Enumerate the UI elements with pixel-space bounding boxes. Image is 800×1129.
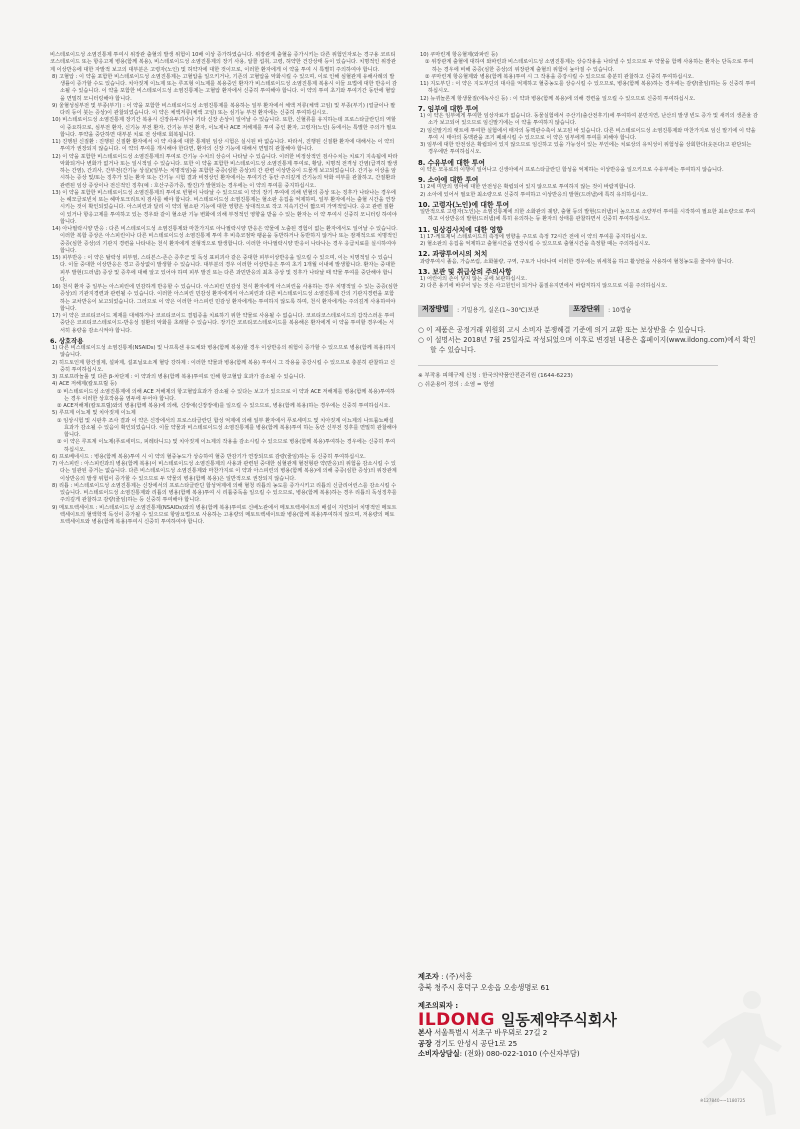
section-11-title: 11. 임상검사치에 대한 영향	[418, 225, 503, 234]
footnote-item: ※ 부작용 피해구제 신청 : 한국의약품안전관리원 (1644-6223)	[418, 372, 573, 379]
interaction-subitem: ② 이 약은 루프계 이뇨제(푸로세미드, 피레타니드) 및 치아짓계 이뇨제의 작용을 감소시킬 수 있으므로 병용(함께 복용)투여하는 경우에는 신중히 투여하십시오.	[57, 439, 396, 453]
section-10-title: 10. 고령자(노인)에 대한 투여	[418, 200, 510, 209]
section-9-item: 2) 소아에 있어서 필요한 최소량으로 신중히 투여하고 이상반응의 발현(드러냄)에 특히 유의하십시오.	[420, 191, 648, 198]
maker-value: : (주)서흥	[441, 972, 473, 981]
precaution-10-renal: 10) 비스테로이드성 소염진통제 장기간 복용시 신장유두괴사나 기타 신장 손상이 일어날 수 있습니다. 또한, 신혈류를 유지하는데 프로스타글란딘의 역할이 중요하므로, 심부전 환자, 신기능 부전 환자, 간기능 부전 환자, 이뇨제나 ACE 저해제를 투여 중인 환자, 고령자(노인) 등에서는 특별한 주의가 필요합니다. 투약을 중단하면 대부분 치료 전 상태로 회복됩니다.	[52, 117, 397, 138]
package-unit-label: 포장단위	[569, 305, 604, 317]
section-13-item: 1) 어린이의 손이 닿지 않는 곳에 보관하십시오.	[420, 276, 528, 282]
interaction-item: 8) 리튬 : 비스테로이드성 소염진통제는 신장에서의 프로스타글란딘 합성억제에 의해 혈청 리튬의 농도를 증가시키고 리튬의 신클리어런스를 감소시킬 수 있습니다. 비스테로이드성 소염진통제와 리튬의 병용(함께 복용)투여 시 리튬중독을 일으킬 수 있으므로, 병용(함께 복용)하는 경우 리튬의 독성징후를 주의깊게 관찰하고 감량(줄임)하는 등 신중히 투여해야 합니다.	[52, 482, 397, 504]
consumer-value: : (전화) 080-022-1010 (수신자부담)	[459, 1049, 580, 1058]
interaction-item: 6) 프로베네시드 : 병용(함께 복용)투여 시 이 약의 혈중농도가 상승하여 혈중 반감기가 연장되므로 감량(줄임)하는 등 신중히 투여하십시오.	[52, 453, 366, 460]
storage-value: : 기밀용기, 실온(1~30℃)보관	[457, 306, 540, 314]
factory-label: 공장	[418, 1038, 432, 1048]
interaction-item: 9) 메토트렉세이트 : 비스테로이드성 소염진통제(NSAIDs)와의 병용(함께 복용)투여로 신배노관에서 메토트렉세이트의 배설이 지연되어 치명적인 메토트렉세이트의 혈액학적 독성이 증가될 수 있으므로 항암요법으로 사용하는 고용량의 메토트렉세이트와 병용(함께 복용)투여하지 않으며, 저용량의 메토트렉세이트와 병용(함께 복용)투여시 신중히 투여하여야 합니다.	[52, 504, 397, 525]
manufacturer-block	[418, 972, 617, 1060]
footnotes	[418, 372, 758, 390]
interaction-item: 4) ACE 저해제(칼토프릴 등)	[52, 381, 117, 388]
section-10-item: 일반적으로 고령자(노인)는 소염진통제에 의한 소화관의 궤양, 출혈 등의 발현(드러냄)이 높으므로 소량부터 투여를 시작하여 필요한 최소량으로 투여하고 이상반응의 발현(드러냄)에 특히 유의하는 등 환자의 상태를 관찰하면서 신중히 투여하십시오.	[420, 209, 756, 223]
section-9-item: 1) 2세 미만의 영아에 대한 안전성은 확립되어 있지 않으므로 투여하지 않는 것이 바람직합니다.	[420, 184, 636, 191]
section-7-item: 3) 임부에 대한 안전성은 확립되어 있지 않으므로 임신하고 있을 가능성이 있는 부인에는 치료상의 유익성이 위험성을 상회한다(웃돈다)고 판단되는 경우에만 투여하십시오.	[420, 142, 752, 156]
left-column	[50, 52, 398, 526]
precaution-9-heart-failure: 9) 울혈성심부전 및 부종(부기) : 이 약을 포함한 비스테로이드성 소염진통제를 복용하는 일부 환자에서 체액 저류(체액 고임) 및 부종(부기) (얼굴이나 팔다리 등이 붓는 증상)이 관찰되었습니다. 이 약은 체액저류(체액 고임) 또는 심기능 부전 환자에는 신중히 투여하십시오.	[52, 102, 396, 116]
section-7-item: 2) 임신말기의 랫트에 투여한 실험에서 태자의 동맥관수축이 보고된 바 있습니다. 다른 비스테로이드성 소염진통제와 마찬가지로 임신 말기에 이 약을 투여 시 태아의 동맥관을 조기 폐쇄시킬 수 있으므로 이 약은 임부에게 투여를 피해야 합니다.	[420, 127, 756, 141]
notice-item: ○ 이 제품은 공정거래 위원회 고시 소비자 분쟁해결 기준에 의거 교환 또는 보상받을 수 있습니다.	[418, 325, 706, 334]
interaction-item: 12) 뉴퀴놀론계 항생물질(에녹사신 등) : 이 약과 병용(함께 복용)에 의해 경련을 일으킬 수 있으므로 신중히 투여하십시오.	[420, 95, 696, 102]
precaution-15-skin: 15) 피부반응 : 이 약은 탈락성 피부염, 스티븐스-존슨 증후군 및 독성 표피괴사 같은 중대한 피부이상반응을 일으킬 수 있으며, 이는 치명적일 수 있습니다. 이들 중대한 이상반응은 경고 증상없이 발생할 수 있습니다. 대부분의 경우 이러한 이상반응은 투여 초기 1개월 이내에 발생합니다. 환자는 중대한 피부 발현(드러냄) 증상 및 증후에 대해 알고 있어야 하며 피부 발진 또는 다른 과민반응의 최초 증상 및 징후가 나타날 때 약물 투여를 중단해야 합니다.	[52, 255, 396, 283]
runner-silhouette-icon	[680, 984, 790, 1124]
section-7-item: 1) 이 약은 임부에게 투여한 임상자료가 없습니다. 동물실험에서 주산기(출산전후기)에 투여하여 분만지연, 난산의 발생 빈도 증가 및 새끼의 생존율 감소가 보고되어 있으므로 임신말기에는 이 약을 투여하지 않습니다.	[420, 113, 759, 127]
section-7-title: 7. 임부에 대한 투여	[418, 104, 479, 113]
interaction-item: 2) 히드토인계 항간질제, 설파제, 설포닐요소계 혈당 강하제 : 이러한 약물과 병용(함께 복용) 투여시 그 작용을 증강시킬 수 있으므로 충분히 관찰하고 신중히 투여하십시오.	[52, 359, 396, 373]
logo-korean: 일동제약주식회사	[500, 1010, 617, 1029]
interaction-subitem: ② 쿠마린계 항응혈제와 병용(함께 복용)투여 시 그 작용을 증강시킬 수 있으므로 충분히 관찰하고 신중히 투여하십시오.	[425, 73, 694, 80]
client-label: 제조의뢰자 :	[418, 1001, 459, 1010]
section-12-title: 12. 과량투여시의 처치	[418, 250, 488, 259]
notices	[418, 325, 758, 355]
left-intro-paragraph: 비스테로이드성 소염진통제 투여시 위장관 출혈의 발생 위험이 10배 이상 증가하였습니다. 위장관계 출혈을 증가시키는 다른 위험인자로는 경구용 코르티코스테로이드 또는 항응고제 병용(함께 복용), 비스테로이드성 소염진통제의 장기 사용, 알콜 섭취, 고령, 허약한 건강상태 등이 있습니다. 치명적인 위장관계 이상반응에 대한 자발적 보고의 대부분은 고령자(노인) 및 허약자에 대한 것이므로, 이러한 환자에게 이 약을 투여 시 특별히 주의하여야 합니다.	[50, 52, 397, 73]
section-13-title: 13. 보관 및 취급상의 주의사항	[418, 267, 512, 276]
hq-value: 서울특별시 서초구 바우뫼로 27길 2	[434, 1028, 548, 1037]
precaution-12-liver: 12) 이 약을 포함한 비스테로이드성 소염진통제의 투여로 간기능 수치의 상승이 나타날 수 있습니다. 이러한 비정상적인 검사수치는 치료기 지속됨에 따라 악화되거나 변화가 없거나 또는 일시적일 수 있습니다. 또한 이 약을 포함한 비스테로이드성 소염진통제 투여로, 황달, 치명적 전격성 간염(급격히 발생하는 간염), 간괴사, 간부전(간기능 상실)(일부는 치명적임)을 포함한 중증(심한 증상)의 간 관련 이상반응이 드물게 보고되었습니다. 간기능 이상을 암시하는 증상 및/또는 징후가 있는 환자 또는 간기능 시험 결과 비정상인 환자에서는 투여기간 동안 주의깊게 간기능의 악화 여부를 관찰하고, 간질환과 관련된 임상 증상이나 전신적인 징후(예 : 호산구증가증, 발진)가 발현되는 경우에는 이 약의 투여를 중지하십시오.	[52, 153, 398, 189]
interaction-subitem: ① 비스테로이드성 소염진통제에 의해 ACE 저해제의 항고혈압효과가 감소될 수 있다는 보고가 있으므로 이 약과 ACE 저해제를 병용(함께 복용)투여하는 경우 이러한 상호작용을 염두에 두어야 합니다.	[57, 388, 396, 402]
section-12-item: 과량투여시 졸음, 가슴쓰림, 소화불량, 구역, 구토가 나타나며 이러한 경우에는 위세척을 하고 활성탄을 사용하여 혈청농도를 줄여야 합니다.	[420, 258, 734, 265]
precaution-14-anaphylaxis: 14) 아나필락시양 반응 : 다른 비스테로이드성 소염진통제와 마찬가지로 아나필락시양 반응은 약물에 노출된 경험이 없는 환자에서도 일어날 수 있습니다. 이러한 복합 증상은 아스피린이나 다른 비스테로이드성 소염진통제 투여 후 비측코점막 팽윤을 동반하거나 동반하지 않거나 또는 잠재적으로 치명적인 중증(심한 증상)의 기관지 경련을 나타내는 천식 환자에게 전형적으로 발생합니다. 이러한 아나필락시양 반응이 나타나는 경우 응급치료를 실시하여야 합니다.	[52, 226, 398, 254]
ildong-logo	[418, 1009, 617, 1030]
interaction-subitem: ① 위장관계 출혈에 대하여 와파린과 비스테로이드성 소염진통제는 상승작용을 나타낼 수 있으므로 두 약물을 함께 사용하는 환자는 단독으로 투여하는 경우에 비해 중증(심한 증상)의 위장관계 출혈의 위험이 높아질 수 있습니다.	[425, 59, 754, 73]
section-9-title: 9. 소아에 대한 투여	[418, 176, 479, 184]
precaution-11-renal-disease: 11) 진행된 신질환 : 진행된 신질환 환자에서 이 약 사용에 대한 통제된 임상 시험은 실시된 바 없습니다. 따라서, 진행된 신질환 환자에 대해서는 이 약의 투여가 권장되지 않습니다. 이 약의 투여를 개시해야 한다면, 환자의 신장 기능에 대해서 면밀히 관찰해야 합니다.	[52, 139, 395, 153]
precaution-16-asthma: 16) 천식 환자 중 일부는 아스피린에 민감하게 반응할 수 있습니다. 아스피린 민감성 천식 환자에게 아스피린을 사용하는 경우 치명적일 수 있는 중증(심한 증상)의 기관지경련과 관련될 수 있습니다. 이러한 아스피린 민감성 환자에게서 아스피린과 다른 비스테로이드성 소염진통제 간의 기관지경련을 포함하는 교차반응이 보고되었습니다. 그러므로 이 약은 이러한 아스피린 민감성 환자에게는 투여하지 않도록 하며, 천식 환자에게는 주의깊게 사용하여야 합니다.	[52, 284, 398, 312]
interaction-item: 3) 프로프라놀롤 및 다른 β-차단제 : 이 약과의 병용(함께 복용)투여로 인해 항고혈압 효과가 감소될 수 있습니다.	[52, 374, 306, 380]
logo-english: ILDONG	[418, 1009, 495, 1030]
section-6-title: 6. 상호작용	[50, 337, 84, 345]
interaction-item: 7) 아스피린 : 아스피린과의 병용(함께 복용)이 비스테로이드성 소염진통제의 사용과 관련된 중대한 심혈관계 혈전형관 약(반응)의 위험을 감소시킬 수 있다는 일관된 증거는 없습니다. 다른 비스테로이드성 소염진통제와 마찬가지로 이 약과 아스피린의 병용(함께 복용)에 의해 중증(심한 증상)의 위장관계 이상반응의 발생 위험이 증가할 수 있으므로 두 약물의 병용(함께 복용)은 일반적으로 권장되지 않습니다.	[52, 461, 397, 482]
maker-address: 충북 청주시 흥덕구 오송읍 오송생명로 61	[418, 982, 550, 992]
divider	[418, 365, 718, 366]
interaction-subitem: ① 임상시험 및 시판후 조사 결과 이 약은 신장에서의 프로스타글란딘 합성 억제에 의해 일부 환자에서 푸로세미드 및 치아짓계 이뇨제의 나트륨뇨배설 효과가 감소될 수 있음이 확인되었습니다. 이들 약물과 비스테로이드성 소염진통제를 병용(함께 복용)투여 하는 동안 신부전 징후를 면밀히 관찰해야 합니다.	[57, 417, 397, 438]
footnote-item: ○ 쉬운용어 정의 : 소염 = 항염	[418, 381, 495, 388]
precaution-8-hypertension: 8) 고혈압 : 이 약을 포함한 비스테로이드성 소염진통제는 고혈압을 일으키거나, 기존의 고혈압을 악화시킬 수 있으며, 이로 인해 심혈관계 유해사례의 발생률이 증가할 수도 있습니다. 치아짓계 이뇨제 또는 루프형 이뇨제를 복용중인 환자가 비스테로이드성 소염진통제 복용시 이들 요법에 대한 반응이 감소될 수 있습니다. 이 약을 포함한 비스테로이드성 소염진통제는 고혈압 환자에서 신중히 투여해야 합니다. 이 약의 투여 초기와 투여기간 동안에 혈압을 면밀히 모니터링해야 합니다.	[52, 73, 398, 102]
storage-label: 저장방법	[418, 305, 453, 317]
interaction-item: 5) 루프계 이뇨제 및 치아짓계 이뇨제	[52, 410, 136, 417]
right-column	[418, 52, 758, 390]
precaution-13-anemia: 13) 이 약을 포함한 비스테로이드성 소염진통제의 투여로 빈혈이 나타날 수 있으므로 이 약의 장기 투여에 의해 빈혈의 증상 또는 징후가 나타나는 경우에는 헤모글로빈치 또는 헤마토크리트치 검사를 해야 합니다. 비스테로이드성 소염진통제는 혈소판 응집을 억제하며, 일부 환자에서는 출혈 시간을 연장시키는 것이 확인되었습니다. 아스피린과 달리 이 약의 혈소판 기능에 대한 영향은 상대적으로 작고 지속기간이 짧으며 가역적입니다. 응고 관련 질환이 있거나 항응고제를 투여하고 있는 경우와 같이 혈소판 기능 변화에 의해 부정적인 영향을 받을 수 있는 환자는 이 약 투여시 신중히 모니터링 하여야 합니다.	[52, 189, 397, 225]
section-11-item: 1) 17-케토제닉 스테로이드의 측정에 영향을 주므로 측정 72시간 전에 이 약의 투여를 중지하십시오.	[420, 233, 648, 240]
precaution-17-corticoid: 17) 이 약은 코르티코이드 제재를 대체하거나 코르티코이드 결핍증을 치료하기 위한 약물로 사용될 수 없습니다. 코르티코스테로이드의 갑작스러운 투여 중단은 코르티코스테로이드-반응성 질환의 악화를 초래할 수 있습니다. 장기간 코르티코스테로이드를 복용해온 환자에게 이 약을 투여할 경우에는 서서히 용량을 감소시켜야 합니다.	[52, 313, 395, 334]
section-13-item: 2) 다른 용기에 바꾸어 넣는 것은 사고원인이 되거나 품질유지면에서 바람직하지 않으므로 이를 주의하십시오.	[420, 283, 668, 290]
product-code: ※127840~~1180725	[700, 1098, 746, 1103]
section-11-item: 2) 혈소판의 응집을 억제하고 출혈시간을 연장시킬 수 있으므로 출혈시간을 측정할 때는 주의하십시오.	[420, 241, 651, 247]
notice-item: ○ 이 설명서는 2018년 7월 25일자로 작성되었으며 이후로 변경된 내용은 홈페이지(www.ildong.com)에서 확인할 수 있습니다.	[418, 335, 756, 354]
package-unit-value: : 10캡슐	[608, 306, 632, 314]
interaction-item: 11) 지도부딘 : 이 약은 지도부딘의 대사를 억제하고 혈중농도를 상승시킬 수 있으므로, 병용(함께 복용)하는 경우에는 감량(줄임)하는 등 신중히 투여하십시오.	[420, 81, 756, 95]
consumer-label: 소비자상담실	[418, 1049, 460, 1058]
interaction-subitem: ② ACE저해제(칼토프릴)와의 병용(함께 복용)에 의해, 신장애(신장장애)를 일으킬 수 있으므로, 병용(함께 복용)하는 경우에는 신중히 투여하십시오.	[57, 403, 391, 409]
storage-row	[418, 305, 758, 317]
section-8-title: 8. 수유부에 대한 투여	[418, 158, 485, 167]
section-8-item: 이 약은 모유로의 이행이 일어나고 신생아에서 프로스타글란딘 합성을 억제하는 이상반응을 일으키므로 수유부에는 투여하지 않습니다.	[420, 166, 724, 173]
interaction-item: 10) 쿠마린계 항응혈제(와파린 등)	[420, 52, 498, 58]
factory-value: 경기도 안성시 공단1로 25	[434, 1038, 518, 1048]
maker-label: 제조자	[418, 972, 439, 981]
interaction-item: 1) 다른 비스테로이드성 소염진통제(NSAIDs) 및 나프록센 유도체와 병용(함께 복용)할 경우 이상반응의 위험이 증가할 수 있으므로 병용(함께 복용)하지 않습니다.	[52, 345, 396, 359]
hq-label: 본사	[418, 1028, 432, 1037]
